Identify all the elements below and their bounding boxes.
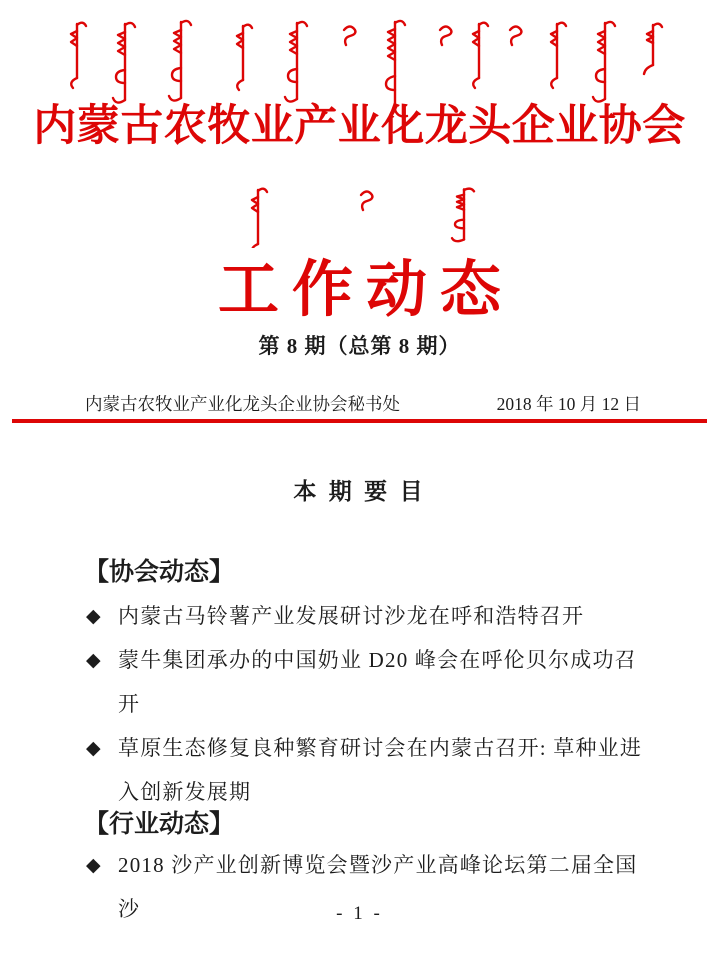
meta-row [85, 391, 641, 416]
issue-number: 第 8 期（总第 8 期） [258, 334, 461, 358]
toc-item-text: 2018 沙产业创新博览会暨沙产业高峰论坛第二届全国沙 [118, 853, 638, 921]
toc-item [86, 726, 658, 814]
toc-item-text: 内蒙古马铃薯产业发展研讨沙龙在呼和浩特召开 [118, 604, 585, 628]
toc-item-text: 蒙牛集团承办的中国奶业 D20 峰会在呼伦贝尔成功召开 [118, 648, 637, 716]
diamond-bullet-icon: ◆ [86, 605, 102, 627]
toc-item [86, 594, 658, 638]
contents-title: 本 期 要 目 [293, 478, 426, 504]
section-heading-association-news: 【协会动态】 [84, 558, 235, 586]
section-heading-industry-news: 【行业动态】 [84, 810, 235, 838]
toc-list-association [86, 594, 658, 814]
publisher-name: 内蒙古农牧业产业化龙头企业协会秘书处 [85, 394, 400, 414]
diamond-bullet-icon: ◆ [86, 649, 102, 671]
mongolian-script-banner-middle-icon [230, 186, 490, 248]
bulletin-title: 工作动态 [217, 257, 514, 324]
diamond-bullet-icon: ◆ [86, 854, 102, 876]
red-divider [12, 419, 707, 423]
page-number: - 1 - [336, 903, 383, 924]
toc-item [86, 638, 658, 726]
toc-item-text: 草原生态修复良种繁育研讨会在内蒙古召开: 草种业进入创新发展期 [118, 736, 643, 804]
org-title: 内蒙古农牧业产业化龙头企业协会 [33, 103, 686, 150]
publish-date: 2018 年 10 月 12 日 [496, 394, 641, 414]
diamond-bullet-icon: ◆ [86, 737, 102, 759]
